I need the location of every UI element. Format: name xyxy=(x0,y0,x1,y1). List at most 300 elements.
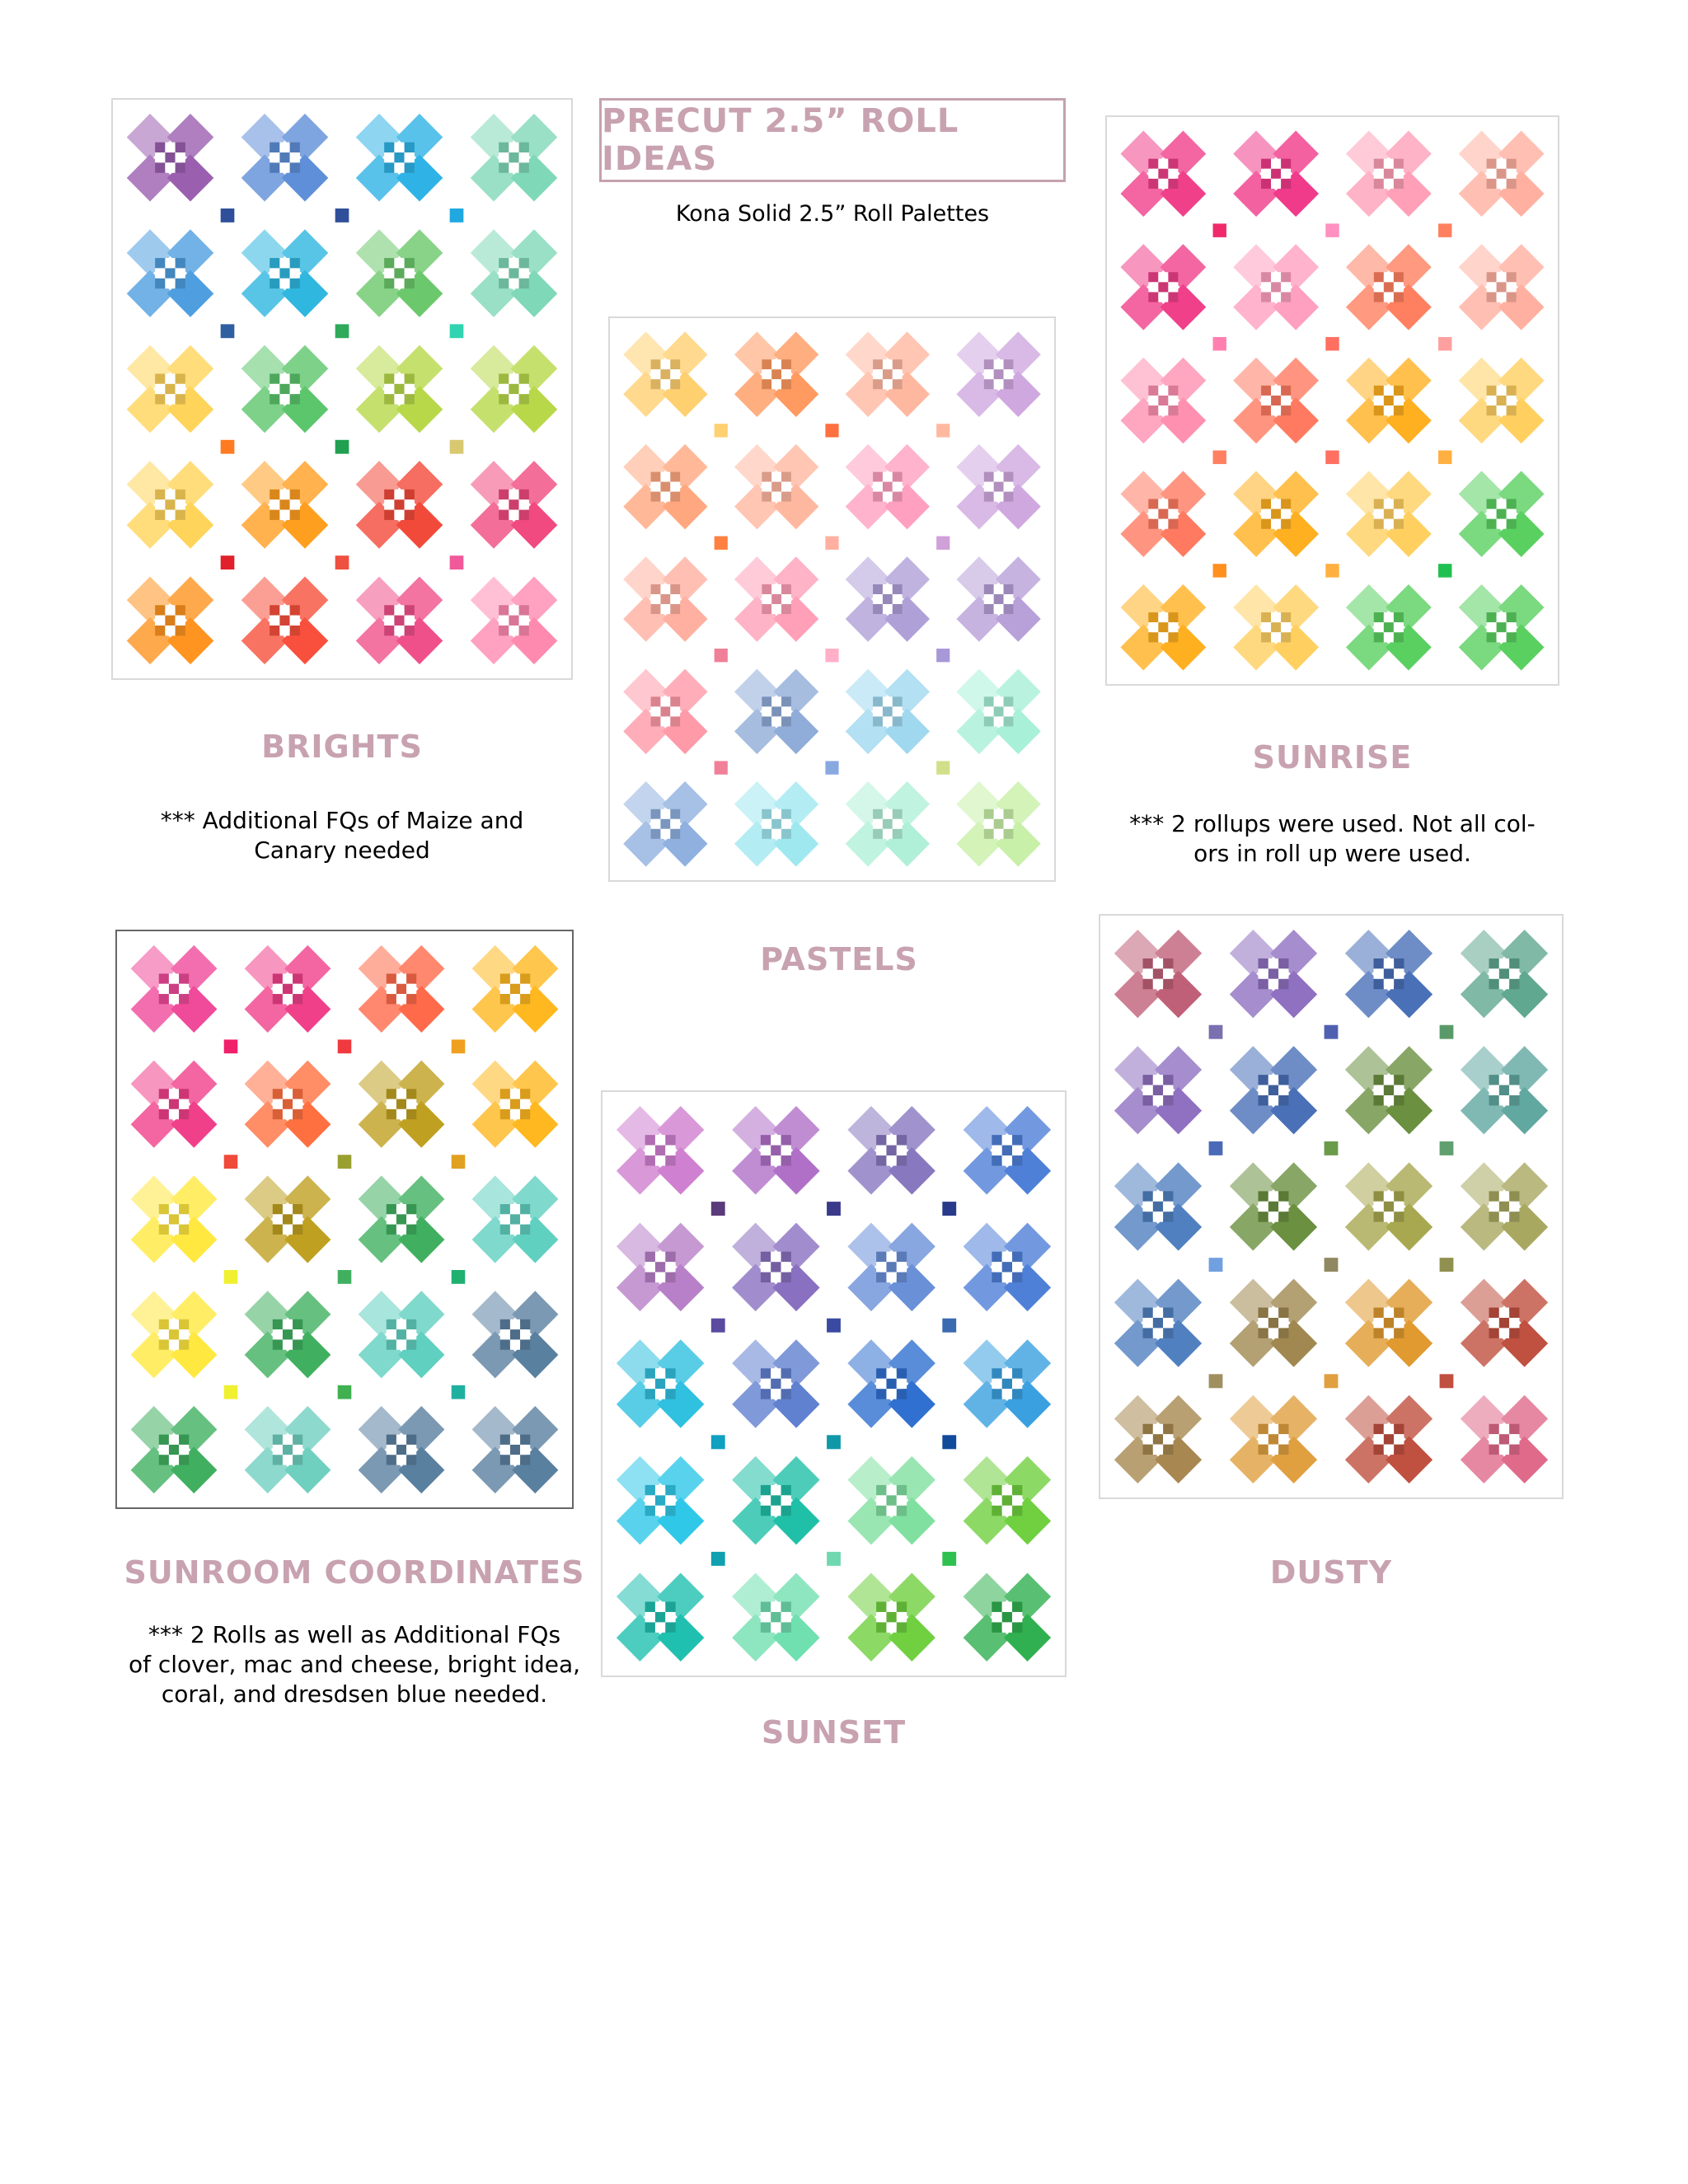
quilt-center-patch xyxy=(279,258,289,268)
quilt-center-patch xyxy=(655,1602,665,1612)
quilt-center-patch xyxy=(1168,405,1178,415)
quilt-center-patch xyxy=(1158,499,1168,509)
quilt-center-patch xyxy=(883,706,893,716)
quilt-center-patch xyxy=(1158,622,1168,632)
quilt-center-patch xyxy=(1394,509,1404,519)
quilt-center-patch xyxy=(1394,958,1404,968)
quilt-center-patch xyxy=(1497,282,1507,292)
quilt-cornerstone xyxy=(224,1155,238,1169)
quilt-center-patch xyxy=(781,1272,791,1282)
quilt-flower-block xyxy=(356,576,443,664)
quilt-center-patch xyxy=(176,373,185,383)
quilt-center-patch xyxy=(387,1435,396,1445)
quilt-center-patch xyxy=(500,1329,510,1339)
quilt-center-patch xyxy=(1163,1202,1173,1212)
quilt-center-patch xyxy=(897,1622,907,1632)
quilt-center-patch xyxy=(1271,519,1281,529)
quilt-center-patch xyxy=(1261,169,1271,179)
quilt-center-patch xyxy=(893,696,903,706)
quilt-center-patch xyxy=(781,1155,791,1165)
quilt-center-patch xyxy=(1487,405,1497,415)
quilt-center-patch xyxy=(1004,482,1014,492)
quilt-center-patch xyxy=(761,1155,771,1165)
quilt-center-patch xyxy=(500,1204,510,1214)
quilt-center-patch xyxy=(179,1339,189,1349)
quilt-center-patch xyxy=(283,984,293,994)
quilt-center-patch xyxy=(1163,1424,1173,1434)
quilt-center-patch xyxy=(1509,1424,1519,1434)
quilt-flower-block xyxy=(356,461,443,549)
quilt-center-patch xyxy=(883,604,893,614)
quilt-center-patch xyxy=(665,1272,675,1282)
quilt-center-patch xyxy=(1394,396,1404,405)
quilt-center-patch xyxy=(384,626,394,635)
quilt-center-patch xyxy=(1153,979,1163,989)
quilt-image-sunset xyxy=(601,1090,1067,1677)
quilt-center-patch xyxy=(645,1252,655,1262)
quilt-center-patch xyxy=(519,605,529,615)
quilt-center-patch xyxy=(670,369,680,379)
quilt-center-patch xyxy=(1148,632,1158,642)
quilt-center-patch xyxy=(179,1455,189,1465)
quilt-center-patch xyxy=(273,1099,283,1109)
quilt-center-patch xyxy=(179,1089,189,1099)
quilt-center-patch xyxy=(1259,979,1268,989)
quilt-center-patch xyxy=(405,373,415,383)
quilt-center-patch xyxy=(169,1435,179,1445)
quilt-center-patch xyxy=(1168,282,1178,292)
quilt-center-patch xyxy=(1259,1191,1268,1201)
quilt-center-patch xyxy=(519,152,529,162)
quilt-cornerstone xyxy=(825,649,838,662)
quilt-center-patch xyxy=(762,359,771,369)
quilt-center-patch xyxy=(396,1455,406,1465)
quilt-center-patch xyxy=(1268,1445,1278,1455)
quilt-center-patch xyxy=(1384,159,1394,169)
quilt-center-patch xyxy=(992,1506,1001,1516)
quilt-center-patch xyxy=(176,268,185,278)
quilt-center-patch xyxy=(176,258,185,268)
quilt-center-patch xyxy=(670,482,680,492)
quilt-center-patch xyxy=(873,492,883,502)
quilt-center-patch xyxy=(771,716,781,726)
quilt-center-patch xyxy=(771,1602,781,1612)
quilt-center-patch xyxy=(876,1135,886,1145)
quilt-cornerstone xyxy=(1209,1374,1223,1388)
quilt-center-patch xyxy=(290,394,300,404)
quilt-center-patch xyxy=(1509,1318,1519,1328)
quilt-center-patch xyxy=(1497,509,1507,519)
quilt-center-patch xyxy=(499,626,509,635)
quilt-center-patch xyxy=(984,472,994,482)
quilt-center-patch xyxy=(761,1135,771,1145)
quilt-center-patch xyxy=(761,1368,771,1378)
quilt-center-patch xyxy=(781,594,791,604)
quilt-center-patch xyxy=(897,1495,907,1505)
quilt-flower-block xyxy=(1120,358,1206,443)
quilt-flower-block xyxy=(1461,1279,1548,1367)
quilt-center-patch xyxy=(1394,1075,1404,1085)
quilt-center-patch xyxy=(499,258,509,268)
quilt-center-patch xyxy=(406,973,416,983)
quilt-center-patch xyxy=(270,384,279,394)
quilt-center-patch xyxy=(992,1262,1001,1272)
quilt-center-patch xyxy=(1271,386,1281,396)
quilt-center-patch xyxy=(520,1225,530,1235)
quilt-center-patch xyxy=(1487,386,1497,396)
quilt-center-patch xyxy=(1153,1328,1163,1338)
quilt-center-patch xyxy=(1012,1389,1022,1399)
quilt-center-patch xyxy=(396,1329,406,1339)
quilt-center-patch xyxy=(665,1252,675,1262)
quilt-center-patch xyxy=(1002,1612,1012,1622)
quilt-center-patch xyxy=(1509,979,1519,989)
quilt-center-patch xyxy=(290,626,300,635)
quilt-center-patch xyxy=(771,1262,781,1272)
quilt-flower-block xyxy=(131,945,218,1033)
quilt-center-patch xyxy=(1278,1212,1288,1221)
quilt-center-patch xyxy=(762,829,771,839)
quilt-center-patch xyxy=(992,1155,1001,1165)
quilt-center-patch xyxy=(1163,1212,1173,1221)
quilt-center-patch xyxy=(279,384,289,394)
quilt-center-patch xyxy=(1384,292,1394,302)
quilt-center-patch xyxy=(396,1099,406,1109)
quilt-flower-block xyxy=(734,781,818,867)
quilt-center-patch xyxy=(510,1204,520,1214)
quilt-center-patch xyxy=(893,492,903,502)
quilt-center-patch xyxy=(519,373,529,383)
quilt-center-patch xyxy=(1374,272,1384,282)
quilt-center-patch xyxy=(771,482,781,492)
quilt-center-patch xyxy=(394,384,404,394)
quilt-flower-block xyxy=(732,1223,819,1312)
quilt-center-patch xyxy=(405,616,415,626)
quilt-flower-block xyxy=(241,114,329,202)
quilt-center-patch xyxy=(1394,1434,1404,1444)
quilt-center-patch xyxy=(1168,612,1178,622)
quilt-center-patch xyxy=(396,994,406,1004)
quilt-center-patch xyxy=(1394,1191,1404,1201)
quilt-center-patch xyxy=(781,809,791,819)
quilt-center-patch xyxy=(670,716,680,726)
quilt-center-patch xyxy=(1489,1212,1499,1221)
quilt-center-patch xyxy=(762,369,771,379)
quilt-center-patch xyxy=(886,1252,896,1262)
quilt-center-patch xyxy=(771,706,781,716)
quilt-center-patch xyxy=(670,706,680,716)
quilt-center-patch xyxy=(873,594,883,604)
quilt-center-patch xyxy=(761,1146,771,1155)
quilt-center-patch xyxy=(873,379,883,389)
quilt-center-patch xyxy=(1374,1445,1384,1455)
quilt-center-patch xyxy=(387,1319,396,1329)
quilt-center-patch xyxy=(1394,1202,1404,1212)
quilt-center-patch xyxy=(761,1272,771,1282)
quilt-center-patch xyxy=(500,1445,510,1455)
quilt-center-patch xyxy=(762,492,771,502)
quilt-flower-block xyxy=(131,1406,218,1493)
quilt-flower-block xyxy=(732,1106,819,1195)
quilt-center-patch xyxy=(655,1506,665,1516)
quilt-center-patch xyxy=(270,490,279,499)
quilt-center-patch xyxy=(179,984,189,994)
quilt-center-patch xyxy=(645,1485,655,1495)
quilt-center-patch xyxy=(1158,282,1168,292)
quilt-flower-block xyxy=(617,1456,704,1545)
quilt-center-patch xyxy=(406,1435,416,1445)
quilt-center-patch xyxy=(406,1455,416,1465)
quilt-center-patch xyxy=(270,626,279,635)
quilt-center-patch xyxy=(176,394,185,404)
quilt-center-patch xyxy=(279,510,289,520)
quilt-flower-block xyxy=(623,556,707,642)
quilt-center-patch xyxy=(897,1368,907,1378)
quilt-center-patch xyxy=(387,1339,396,1349)
quilt-cornerstone xyxy=(715,537,728,550)
quilt-center-patch xyxy=(155,626,165,635)
quilt-flower-block xyxy=(964,1456,1051,1545)
quilt-flower-block xyxy=(1230,1395,1317,1483)
quilt-center-patch xyxy=(655,1389,665,1399)
quilt-center-patch xyxy=(984,482,994,492)
quilt-center-patch xyxy=(1158,405,1168,415)
quilt-flower-block xyxy=(846,444,930,530)
quilt-cornerstone xyxy=(1325,1025,1339,1039)
quilt-center-patch xyxy=(645,1368,655,1378)
quilt-center-patch xyxy=(886,1135,896,1145)
quilt-center-patch xyxy=(1153,1075,1163,1085)
quilt-center-patch xyxy=(670,696,680,706)
quilt-center-patch xyxy=(1394,1212,1404,1221)
quilt-cornerstone xyxy=(1438,451,1451,465)
quilt-center-patch xyxy=(1163,968,1173,978)
quilt-center-patch xyxy=(510,1319,520,1329)
quilt-cornerstone xyxy=(224,1385,238,1399)
quilt-center-patch xyxy=(873,819,883,829)
quilt-center-patch xyxy=(873,696,883,706)
quilt-center-patch xyxy=(1489,979,1499,989)
quilt-center-patch xyxy=(1374,1308,1384,1318)
quilt-center-patch xyxy=(396,1225,406,1235)
quilt-center-patch xyxy=(1384,1434,1394,1444)
quilt-center-patch xyxy=(1278,1424,1288,1434)
quilt-center-patch xyxy=(1281,612,1291,622)
quilt-center-patch xyxy=(771,359,781,369)
quilt-flower-block xyxy=(1345,1395,1432,1483)
quilt-center-patch xyxy=(406,1339,416,1349)
quilt-center-patch xyxy=(886,1262,896,1272)
quilt-center-patch xyxy=(290,162,300,172)
quilt-center-patch xyxy=(1259,1075,1268,1085)
quilt-center-patch xyxy=(1163,1191,1173,1201)
quilt-center-patch xyxy=(509,152,518,162)
quilt-center-patch xyxy=(1509,1445,1519,1455)
quilt-center-patch xyxy=(176,490,185,499)
quilt-center-patch xyxy=(1384,396,1394,405)
quilt-cornerstone xyxy=(942,1319,956,1333)
quilt-center-patch xyxy=(984,369,994,379)
quilt-center-patch xyxy=(1507,386,1517,396)
quilt-center-patch xyxy=(1168,632,1178,642)
quilt-center-patch xyxy=(384,258,394,268)
quilt-center-patch xyxy=(651,594,661,604)
quilt-center-patch xyxy=(1499,1085,1509,1095)
quilt-flower-block xyxy=(956,331,1040,417)
quilt-center-patch xyxy=(665,1602,675,1612)
quilt-center-patch xyxy=(1268,1318,1278,1328)
quilt-center-patch xyxy=(1002,1368,1012,1378)
quilt-center-patch xyxy=(1509,1095,1519,1105)
quilt-center-patch xyxy=(670,492,680,502)
quilt-center-patch xyxy=(1509,1308,1519,1318)
quilt-flower-block xyxy=(1233,584,1319,670)
quilt-center-patch xyxy=(665,1622,675,1632)
quilt-center-patch xyxy=(886,1602,896,1612)
quilt-center-patch xyxy=(1384,1202,1394,1212)
quilt-center-patch xyxy=(655,1368,665,1378)
quilt-center-patch xyxy=(405,626,415,635)
quilt-center-patch xyxy=(886,1485,896,1495)
quilt-center-patch xyxy=(1004,379,1014,389)
quilt-center-patch xyxy=(159,1455,169,1465)
quilt-center-patch xyxy=(283,1204,293,1214)
quilt-cornerstone xyxy=(450,324,464,338)
quilt-center-patch xyxy=(510,973,520,983)
quilt-center-patch xyxy=(897,1155,907,1165)
quilt-center-patch xyxy=(519,279,529,288)
quilt-center-patch xyxy=(500,1225,510,1235)
quilt-center-patch xyxy=(1394,622,1404,632)
quilt-cornerstone xyxy=(1440,1025,1454,1039)
quilt-center-patch xyxy=(771,819,781,829)
quilt-center-patch xyxy=(165,510,175,520)
quilt-center-patch xyxy=(781,379,791,389)
quilt-center-patch xyxy=(155,490,165,499)
palette-label-brights: BRIGHTS xyxy=(261,729,423,765)
quilt-center-patch xyxy=(651,379,661,389)
quilt-flower-block xyxy=(1233,131,1319,217)
quilt-center-patch xyxy=(660,472,670,482)
quilt-center-patch xyxy=(762,594,771,604)
quilt-center-patch xyxy=(1509,1085,1519,1095)
quilt-center-patch xyxy=(1271,179,1281,189)
quilt-center-patch xyxy=(665,1135,675,1145)
quilt-cornerstone xyxy=(450,440,464,454)
quilt-cornerstone xyxy=(827,1435,841,1449)
quilt-center-patch xyxy=(179,1445,189,1455)
quilt-cornerstone xyxy=(1440,1258,1454,1272)
quilt-cornerstone xyxy=(452,1039,466,1053)
quilt-center-patch xyxy=(1374,499,1384,509)
quilt-center-patch xyxy=(984,492,994,502)
quilt-center-patch xyxy=(1271,622,1281,632)
quilt-center-patch xyxy=(1499,1445,1509,1455)
quilt-center-patch xyxy=(1143,1202,1153,1212)
quilt-image-sunrise xyxy=(1105,115,1559,686)
quilt-center-patch xyxy=(660,809,670,819)
quilt-flower-block xyxy=(732,1456,819,1545)
quilt-center-patch xyxy=(897,1135,907,1145)
quilt-center-patch xyxy=(1271,405,1281,415)
quilt-center-patch xyxy=(283,1214,293,1224)
quilt-center-patch xyxy=(293,1339,302,1349)
quilt-center-patch xyxy=(293,1445,302,1455)
quilt-center-patch xyxy=(165,152,175,162)
quilt-flower-block xyxy=(472,1406,559,1493)
quilt-center-patch xyxy=(165,626,175,635)
quilt-center-patch xyxy=(159,1445,169,1455)
quilt-center-patch xyxy=(165,279,175,288)
quilt-cornerstone xyxy=(711,1202,725,1216)
quilt-center-patch xyxy=(1271,612,1281,622)
quilt-center-patch xyxy=(290,605,300,615)
quilt-center-patch xyxy=(645,1135,655,1145)
quilt-center-patch xyxy=(873,604,883,614)
quilt-image-brights xyxy=(111,98,573,680)
quilt-center-patch xyxy=(176,499,185,509)
quilt-center-patch xyxy=(762,379,771,389)
quilt-center-patch xyxy=(1002,1506,1012,1516)
quilt-cornerstone xyxy=(224,1270,238,1284)
quilt-flower-block xyxy=(241,576,329,664)
quilt-center-patch xyxy=(1002,1146,1012,1155)
quilt-center-patch xyxy=(893,829,903,839)
quilt-center-patch xyxy=(1374,632,1384,642)
quilt-center-patch xyxy=(1163,1085,1173,1095)
palette-label-dusty: DUSTY xyxy=(1269,1554,1393,1591)
quilt-flower-block xyxy=(1230,1279,1317,1367)
quilt-center-patch xyxy=(893,482,903,492)
quilt-center-patch xyxy=(1261,282,1271,292)
quilt-center-patch xyxy=(1509,1328,1519,1338)
quilt-flower-block xyxy=(471,345,558,434)
quilt-cornerstone xyxy=(335,555,349,569)
quilt-center-patch xyxy=(520,1099,530,1109)
quilt-center-patch xyxy=(520,1445,530,1455)
quilt-center-patch xyxy=(1168,179,1178,189)
quilt-center-patch xyxy=(1487,292,1497,302)
quilt-center-patch xyxy=(781,1368,791,1378)
quilt-flower-block xyxy=(127,461,214,549)
quilt-center-patch xyxy=(1497,622,1507,632)
quilt-flower-block xyxy=(623,331,707,417)
quilt-flower-block xyxy=(1233,244,1319,330)
quilt-flower-block xyxy=(846,556,930,642)
quilt-center-patch xyxy=(992,1368,1001,1378)
quilt-center-patch xyxy=(651,482,661,492)
quilt-svg xyxy=(117,931,572,1507)
quilt-flower-block xyxy=(847,1106,935,1195)
quilt-center-patch xyxy=(1509,1212,1519,1221)
quilt-center-patch xyxy=(762,584,771,594)
quilt-center-patch xyxy=(273,1339,283,1349)
quilt-center-patch xyxy=(984,584,994,594)
quilt-center-patch xyxy=(519,384,529,394)
quilt-center-patch xyxy=(155,279,165,288)
quilt-center-patch xyxy=(270,616,279,626)
quilt-flower-block xyxy=(131,1061,218,1148)
quilt-center-patch xyxy=(406,1089,416,1099)
quilt-cornerstone xyxy=(335,209,349,223)
quilt-center-patch xyxy=(520,1089,530,1099)
quilt-center-patch xyxy=(761,1485,771,1495)
quilt-center-patch xyxy=(897,1272,907,1282)
quilt-flower-block xyxy=(127,576,214,664)
quilt-center-patch xyxy=(509,499,518,509)
quilt-center-patch xyxy=(883,809,893,819)
quilt-center-patch xyxy=(660,359,670,369)
